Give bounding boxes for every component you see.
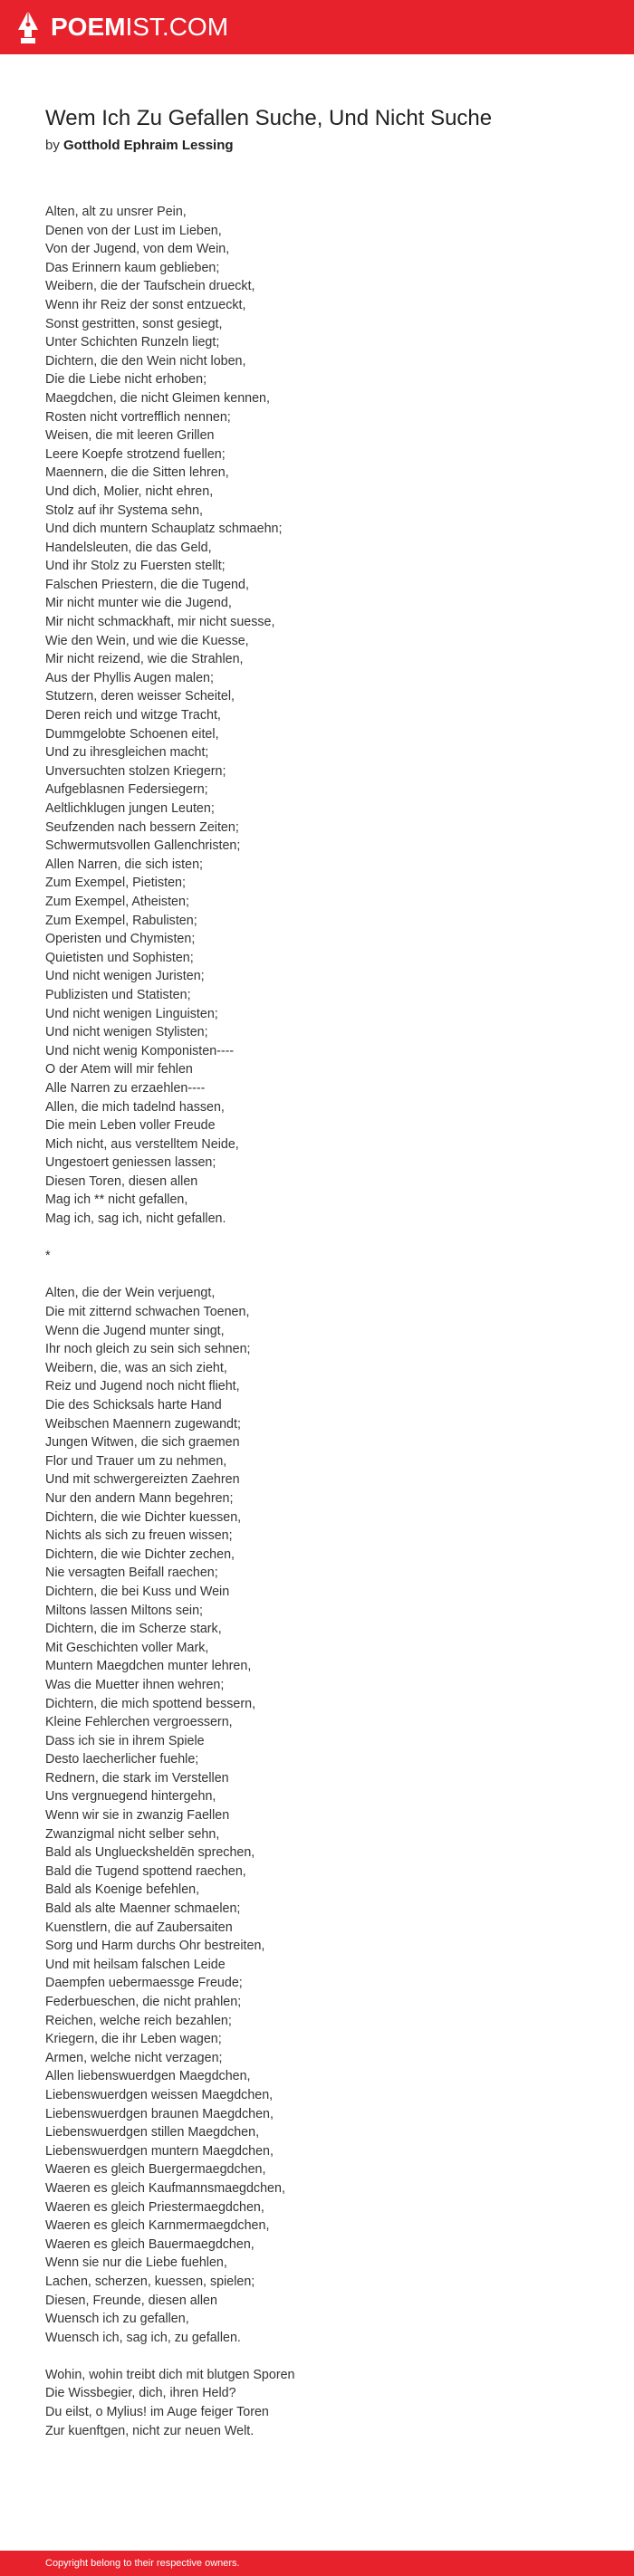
poem-line: * xyxy=(45,1249,51,1264)
poem-line: Zur kuenftgen, nicht zur neuen Welt. xyxy=(45,2423,255,2438)
poem-line: Rosten nicht vortrefflich nennen; xyxy=(45,409,231,425)
poem-line: Schwermutsvollen Gallenchristen; xyxy=(45,838,241,854)
poem-line: Operisten und Chymisten; xyxy=(45,932,196,947)
poem-line: Und nicht wenigen Linguisten; xyxy=(45,1006,218,1021)
poem-line: Und nicht wenigen Stylisten; xyxy=(45,1025,208,1040)
copyright-text: Copyright belong to their respective owners. xyxy=(45,2558,240,2569)
poem-line: Und dich, Molier, nicht ehren, xyxy=(45,484,214,499)
poem-line: Liebenswuerdgen stillen Maegdchen, xyxy=(45,2125,260,2140)
poem-line: Die des Schicksals harte Hand xyxy=(45,1398,222,1412)
poem-line: Maennern, die die Sitten lehren, xyxy=(45,465,229,481)
poem-line: Desto laecherlicher fuehle; xyxy=(45,1752,199,1767)
poem-line: Wenn die Jugend munter singt, xyxy=(45,1323,225,1338)
poem-line: Liebenswuerdgen weissen Maegdchen, xyxy=(45,2087,274,2102)
site-header xyxy=(0,0,634,54)
poem-line: Wuensch ich, sag ich, zu gefallen. xyxy=(45,2330,241,2345)
poem-line: Publizisten und Statisten; xyxy=(45,987,191,1002)
poem-line: Muntern Maegdchen munter lehren, xyxy=(45,1659,252,1674)
poem-line: Dichtern, die bei Kuss und Wein xyxy=(45,1584,230,1599)
poem-line: Zum Exempel, Pietisten; xyxy=(45,876,186,891)
poem-line: Bald die Tugend spottend raechen, xyxy=(45,1863,246,1879)
poem-line: Flor und Trauer um zu nehmen, xyxy=(45,1453,227,1469)
quill-pen-icon xyxy=(16,10,40,44)
poem-line: Waeren es gleich Karnmermaegdchen, xyxy=(45,2218,270,2234)
logo-text-bold: POEM xyxy=(51,13,126,41)
site-footer xyxy=(0,2551,634,2576)
poem-title: Wem Ich Zu Gefallen Suche, Und Nicht Suche xyxy=(45,106,493,130)
byline xyxy=(45,138,589,153)
poem-line: Zwanzigmal nicht selber sehn, xyxy=(45,1826,220,1842)
poem-line: Allen liebenswuerdgen Maegdchen, xyxy=(45,2069,251,2084)
poem-line: Stolz auf ihr Systema sehn, xyxy=(45,503,204,518)
poem-line: Dichtern, die wie Dichter kuessen, xyxy=(45,1509,242,1525)
poem-line: Aeltlichklugen jungen Leuten; xyxy=(45,801,215,816)
site-logo-text xyxy=(51,13,228,42)
poem-line: Und nicht wenigen Juristen; xyxy=(45,969,205,984)
stanza xyxy=(45,203,589,1229)
poem-line: Bald als Ungluecksheldēn sprechen, xyxy=(45,1845,255,1861)
poem-line: Weibern, die, was an sich zieht, xyxy=(45,1360,227,1375)
poem-line: Allen Narren, die sich isten; xyxy=(45,857,204,872)
poem-line: Handelsleuten, die das Geld, xyxy=(45,540,212,555)
poem-line: Von der Jugend, von dem Wein, xyxy=(45,242,230,257)
poem-line: Sonst gestritten, sonst gesiegt, xyxy=(45,316,223,331)
poem-line: Reichen, welche reich bezahlen; xyxy=(45,2013,232,2028)
poem-line: Weisen, die mit leeren Grillen xyxy=(45,428,215,444)
poem-line: Und zu ihresgleichen macht; xyxy=(45,745,209,761)
poem-line: Ihr noch gleich zu sein sich sehnen; xyxy=(45,1342,251,1357)
poem-line: Mir nicht reizend, wie die Strahlen, xyxy=(45,652,244,667)
poem-line: Deren reich und witzge Tracht, xyxy=(45,708,221,723)
poem-line: Und nicht wenig Komponisten---- xyxy=(45,1043,235,1058)
poem-line: Du eilst, o Mylius! im Auge feiger Toren xyxy=(45,2405,269,2420)
poem-line: Die Wissbegier, dich, ihren Held? xyxy=(45,2386,236,2401)
poem-line: Und mit heilsam falschen Leide xyxy=(45,1957,226,1972)
poem-line: Bald als alte Maenner schmaelen; xyxy=(45,1901,241,1917)
poem-line: Sorg und Harm durchs Ohr bestreiten, xyxy=(45,1939,265,1954)
poem-line: Zum Exempel, Atheisten; xyxy=(45,894,189,909)
poem-line: O der Atem will mir fehlen xyxy=(45,1062,193,1077)
poem-line: Und dich muntern Schauplatz schmaehn; xyxy=(45,522,283,537)
main-content xyxy=(0,54,634,2440)
poem-line: Wenn sie nur die Liebe fuehlen, xyxy=(45,2255,227,2271)
poem-line: Das Erinnern kaum geblieben; xyxy=(45,260,220,275)
poem-line: Miltons lassen Miltons sein; xyxy=(45,1603,204,1618)
poem-line: Waeren es gleich Bauermaegdchen, xyxy=(45,2236,255,2252)
poem-line: Rednern, die stark im Verstellen xyxy=(45,1770,229,1786)
poem-line: Armen, welche nicht verzagen; xyxy=(45,2050,223,2065)
poem-line: Allen, die mich tadelnd hassen, xyxy=(45,1099,225,1115)
poem-body xyxy=(45,203,589,2440)
poem-line: Diesen Toren, diesen allen xyxy=(45,1173,198,1189)
poem-line: Was die Muetter ihnen wehren; xyxy=(45,1677,225,1692)
poem-line: Nur den andern Mann begehren; xyxy=(45,1490,234,1506)
poem-line: Jungen Witwen, die sich graemen xyxy=(45,1435,240,1451)
stanza xyxy=(45,1247,589,1266)
poem-line: Liebenswuerdgen muntern Maegdchen, xyxy=(45,2143,274,2159)
poem-line: Wie den Wein, und wie die Kuesse, xyxy=(45,633,249,648)
poem-line: Waeren es gleich Kaufmannsmaegdchen, xyxy=(45,2180,285,2196)
poem-line: Mit Geschichten voller Mark, xyxy=(45,1640,209,1655)
poem-line: Denen von der Lust im Lieben, xyxy=(45,223,222,238)
poem-line: Unversuchten stolzen Kriegern; xyxy=(45,763,226,779)
poem-line: Alle Narren zu erzaehlen---- xyxy=(45,1080,206,1096)
poem-line: Lachen, scherzen, kuessen, spielen; xyxy=(45,2274,255,2289)
poem-line: Liebenswuerdgen braunen Maegdchen, xyxy=(45,2106,274,2121)
poem-line: Die mein Leben voller Freude xyxy=(45,1118,216,1134)
poem-line: Kleine Fehlerchen vergroessern, xyxy=(45,1715,233,1730)
poem-line: Und mit schwergereizten Zaehren xyxy=(45,1472,240,1488)
poem-line: Wuensch ich zu gefallen, xyxy=(45,2312,189,2327)
poem-line: Federbueschen, die nicht prahlen; xyxy=(45,1995,242,2009)
poem-line: Und ihr Stolz zu Fuersten stellt; xyxy=(45,559,226,574)
poem-line: Dichtern, die im Scherze stark, xyxy=(45,1622,222,1637)
poem-line: Mir nicht schmackhaft, mir nicht suesse, xyxy=(45,615,275,630)
poem-line: Stutzern, deren weisser Scheitel, xyxy=(45,689,235,704)
poem-line: Uns vergnuegend hintergehn, xyxy=(45,1789,216,1805)
poem-line: Dichtern, die wie Dichter zechen, xyxy=(45,1547,235,1562)
poem-line: Nichts als sich zu freuen wissen; xyxy=(45,1528,233,1544)
poem-line: Alten, die der Wein verjuengt, xyxy=(45,1286,216,1301)
poem-line: Weibern, die der Taufschein drueckt, xyxy=(45,279,255,294)
poem-line: Diesen, Freunde, diesen allen xyxy=(45,2293,217,2308)
poem-line: Maegdchen, die nicht Gleimen kennen, xyxy=(45,390,270,406)
poem-line: Dichtern, die mich spottend bessern, xyxy=(45,1696,256,1711)
poem-line: Bald als Koenige befehlen, xyxy=(45,1882,200,1898)
poem-line: Waeren es gleich Buergermaegdchen, xyxy=(45,2162,266,2178)
poem-line: Falschen Priestern, die die Tugend, xyxy=(45,577,249,592)
poem-line: Mich nicht, aus verstelltem Neide, xyxy=(45,1136,239,1152)
poem-line: Wohin, wohin treibt dich mit blutgen Sporen xyxy=(45,2367,295,2382)
poem-line: Die mit zitternd schwachen Toenen, xyxy=(45,1305,250,1320)
poem-line: Mag ich, sag ich, nicht gefallen. xyxy=(45,1211,226,1227)
poem-line: Dass ich sie in ihrem Spiele xyxy=(45,1733,205,1748)
poem-line: Kriegern, die ihr Leben wagen; xyxy=(45,2032,222,2047)
author-link[interactable]: Gotthold Ephraim Lessing xyxy=(63,138,234,153)
poem-line: Leere Koepfe strotzend fuellen; xyxy=(45,446,226,462)
poem-line: Reiz und Jugend noch nicht flieht, xyxy=(45,1379,240,1394)
poem-line: Dummgelobte Schoenen eitel, xyxy=(45,726,219,742)
poem-line: Daempfen uebermaessge Freude; xyxy=(45,1976,243,1991)
poem-line: Die die Liebe nicht erhoben; xyxy=(45,372,207,388)
logo-text-light: IST.COM xyxy=(125,13,229,41)
site-logo[interactable] xyxy=(16,10,228,44)
poem-line: Waeren es gleich Priestermaegdchen, xyxy=(45,2199,264,2215)
poem-line: Wenn wir sie in zwanzig Faellen xyxy=(45,1808,230,1824)
stanza xyxy=(45,1284,589,2347)
poem-line: Wenn ihr Reiz der sonst entzueckt, xyxy=(45,297,246,312)
poem-line: Mag ich ** nicht gefallen, xyxy=(45,1192,188,1208)
poem-line: Mir nicht munter wie die Jugend, xyxy=(45,596,232,611)
poem-line: Zum Exempel, Rabulisten; xyxy=(45,913,197,928)
poem-line: Kuenstlern, die auf Zaubersaiten xyxy=(45,1920,233,1935)
poem-line: Quietisten und Sophisten; xyxy=(45,950,194,965)
poem-line: Ungestoert geniessen lassen; xyxy=(45,1155,216,1171)
poem-line: Unter Schichten Runzeln liegt; xyxy=(45,335,220,350)
poem-line: Alten, alt zu unsrer Pein, xyxy=(45,205,187,219)
by-prefix: by xyxy=(45,138,60,153)
poem-line: Dichtern, die den Wein nicht loben, xyxy=(45,353,246,369)
poem-line: Aus der Phyllis Augen malen; xyxy=(45,670,214,685)
poem-line: Aufgeblasnen Federsiegern; xyxy=(45,782,208,798)
poem-line: Nie versagten Beifall raechen; xyxy=(45,1566,218,1581)
stanza xyxy=(45,2366,589,2440)
poem-line: Weibschen Maennern zugewandt; xyxy=(45,1416,241,1432)
poem-line: Seufzenden nach bessern Zeiten; xyxy=(45,819,239,835)
